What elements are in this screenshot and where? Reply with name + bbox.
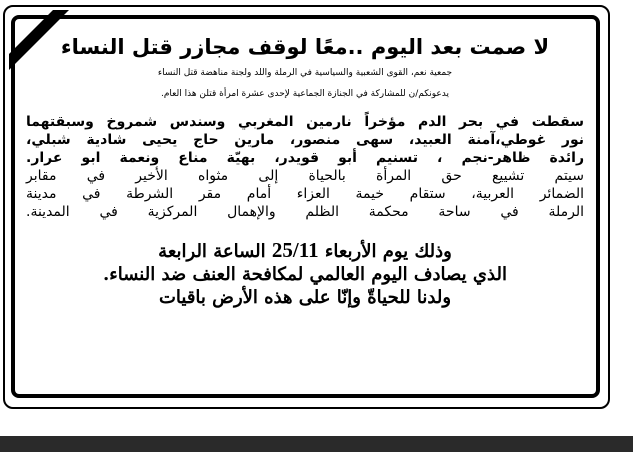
invitation-line: يدعونكم/ن للمشاركة في الجنازة الجماعية لإحدى عشرة امرأة قتلن هذا العام. (160, 89, 450, 99)
organizers-line: جمعية نعم، القوى الشعبية والسياسية في الرملة واللد ولجنة مناهضة قتل النساء (157, 68, 453, 78)
closing-block (20, 239, 590, 309)
closing-slogan: ولدنا للحياةّ وإنّا على هذه الأرض باقيات (158, 287, 452, 308)
details-line: الرملة في ساحة محكمة الظلم والإهمال المركزية في المدينة. (26, 204, 584, 220)
notice-headline: لا صمت بعد اليوم ..معًا لوقف مجازر قتل النساء (60, 35, 550, 59)
notice-content (20, 22, 590, 394)
victims-line: نور غوطي،آمنة العبيد، سهى منصور، مارين حاج يحيى شادية شبلي، (26, 132, 584, 148)
bottom-bar (0, 436, 633, 452)
details-line: الضمائر العربية، ستقام خيمة العزاء أمام مقر الشرطة في مدينة (26, 186, 584, 202)
international-day-line: الذي يصادف اليوم العالمي لمكافحة العنف ضد النساء. (103, 264, 507, 285)
event-day: وذلك يوم الأربعاء (324, 241, 452, 262)
victims-paragraph (20, 113, 590, 221)
event-date-line (20, 239, 590, 263)
event-time: الساعة الرابعة (158, 241, 266, 262)
victims-line: رائدة ظاهر-نجم ، تسنيم أبو قويدر، بهيّة مناع ونعمة ابو عرار. (26, 150, 584, 166)
event-date: 25/11 (271, 238, 319, 262)
details-line: سيتم تشييع حق المرأة بالحياة إلى مثواه الأخير في مقابر (26, 168, 584, 184)
victims-line: سقطت في بحر الدم مؤخراً نارمين المغربي وسندس شمروخ وسبقتهما (26, 114, 584, 130)
